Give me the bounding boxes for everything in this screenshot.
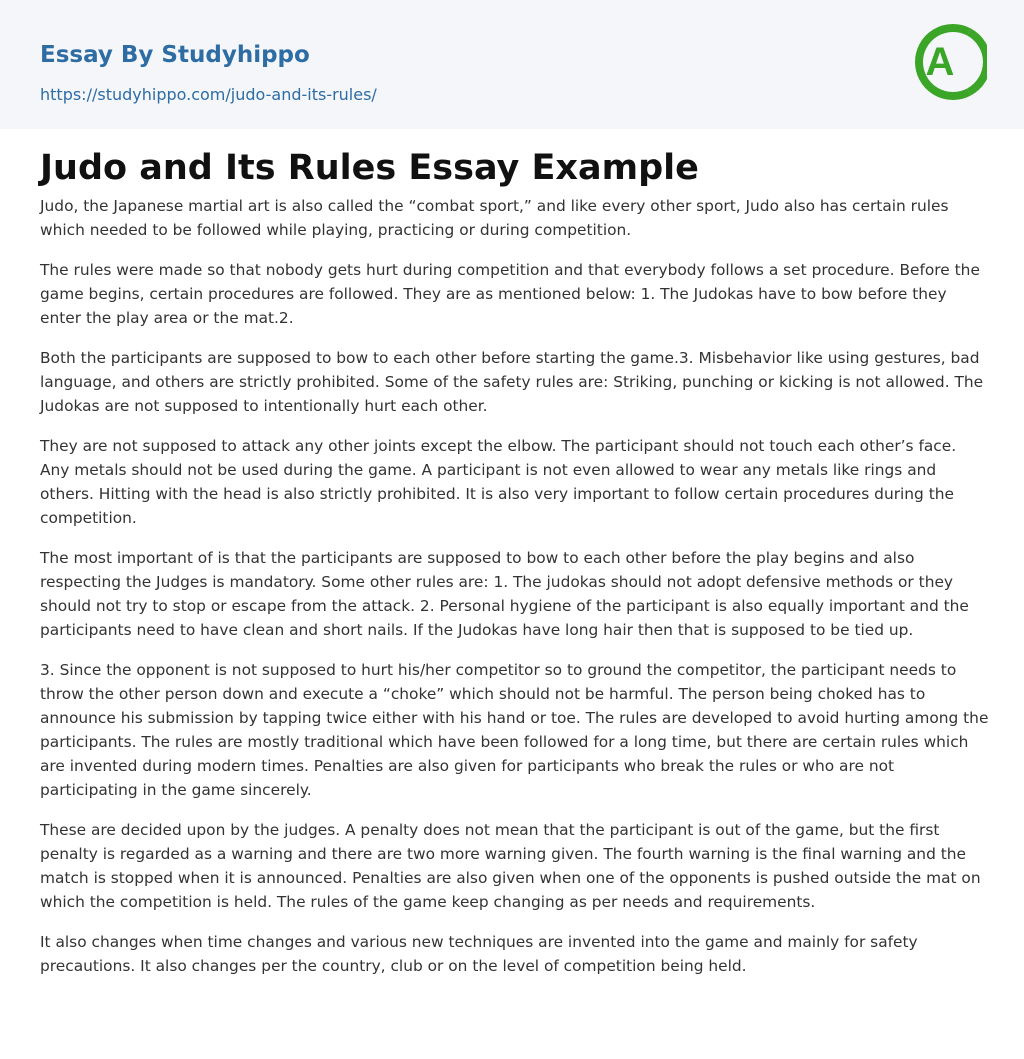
essay-paragraph: These are decided upon by the judges. A penalty does not mean that the participant is out of the game, but the first penalty is regarded as a warning and there are two more warning given. The fourth warning is the final warning and the match is stopped when it is announced. Penalties are also given when one of the opponents is pushed outside the mat on which the competition is held. The rules of the game keep changing as per needs and requirements. — [40, 821, 981, 911]
essay-paragraph: Both the participants are supposed to bow to each other before starting the game.3. Misbehavior like using gestures, bad language, and others are strictly prohibited. Some of the safety rules are: Striking, punching or kicking is not allowed. The Judokas are not supposed to intentionally hurt each other. — [40, 349, 984, 415]
essay-paragraph: It also changes when time changes and various new techniques are invented into the game and mainly for safety precautions. It also changes per the country, club or on the level of competition being held. — [40, 933, 918, 975]
essay-body — [40, 194, 990, 994]
source-url-link[interactable]: https://studyhippo.com/judo-and-its-rules/ — [40, 85, 377, 104]
essay-title: Judo and Its Rules Essay Example — [40, 148, 699, 188]
essay-paragraph: The rules were made so that nobody gets hurt during competition and that everybody follows a set procedure. Before the game begins, certain procedures are followed. They are as mentioned below: 1. The Judokas have to bow before they enter the play area or the mat.2. — [40, 261, 980, 327]
essay-paragraph: Judo, the Japanese martial art is also called the “combat sport,” and like every other sport, Judo also has certain rules which needed to be followed while playing, practicing or during competition. — [40, 197, 949, 239]
studyhippo-logo-icon — [911, 18, 987, 106]
logo-letter: A — [925, 40, 955, 84]
brand-title: Essay By Studyhippo — [40, 42, 310, 68]
page-header — [0, 0, 1024, 129]
essay-paragraph: The most important of is that the participants are supposed to bow to each other before the play begins and also respecting the Judges is mandatory. Some other rules are: 1. The judokas should not adopt defensive methods or they should not try to stop or escape from the attack. 2. Personal hygiene of the participant is also equally important and the participants need to have clean and short nails. If the Judokas have long hair then that is supposed to be tied up. — [40, 549, 969, 639]
essay-paragraph: They are not supposed to attack any other joints except the elbow. The participant should not touch each other’s face. Any metals should not be used during the game. A participant is not even allowed to wear any metals like rings and others. Hitting with the head is also strictly prohibited. It is also very important to follow certain procedures during the competition. — [40, 437, 957, 527]
essay-paragraph: 3. Since the opponent is not supposed to hurt his/her competitor so to ground the competitor, the participant needs to throw the other person down and execute a “choke” which should not be harmful. The person being choked has to announce his submission by tapping twice either with his hand or toe. The rules are developed to avoid hurting among the participants. The rules are mostly traditional which have been followed for a long time, but there are certain rules which are invented during modern times. Penalties are also given for participants who break the rules or who are not participating in the game sincerely. — [40, 661, 989, 799]
